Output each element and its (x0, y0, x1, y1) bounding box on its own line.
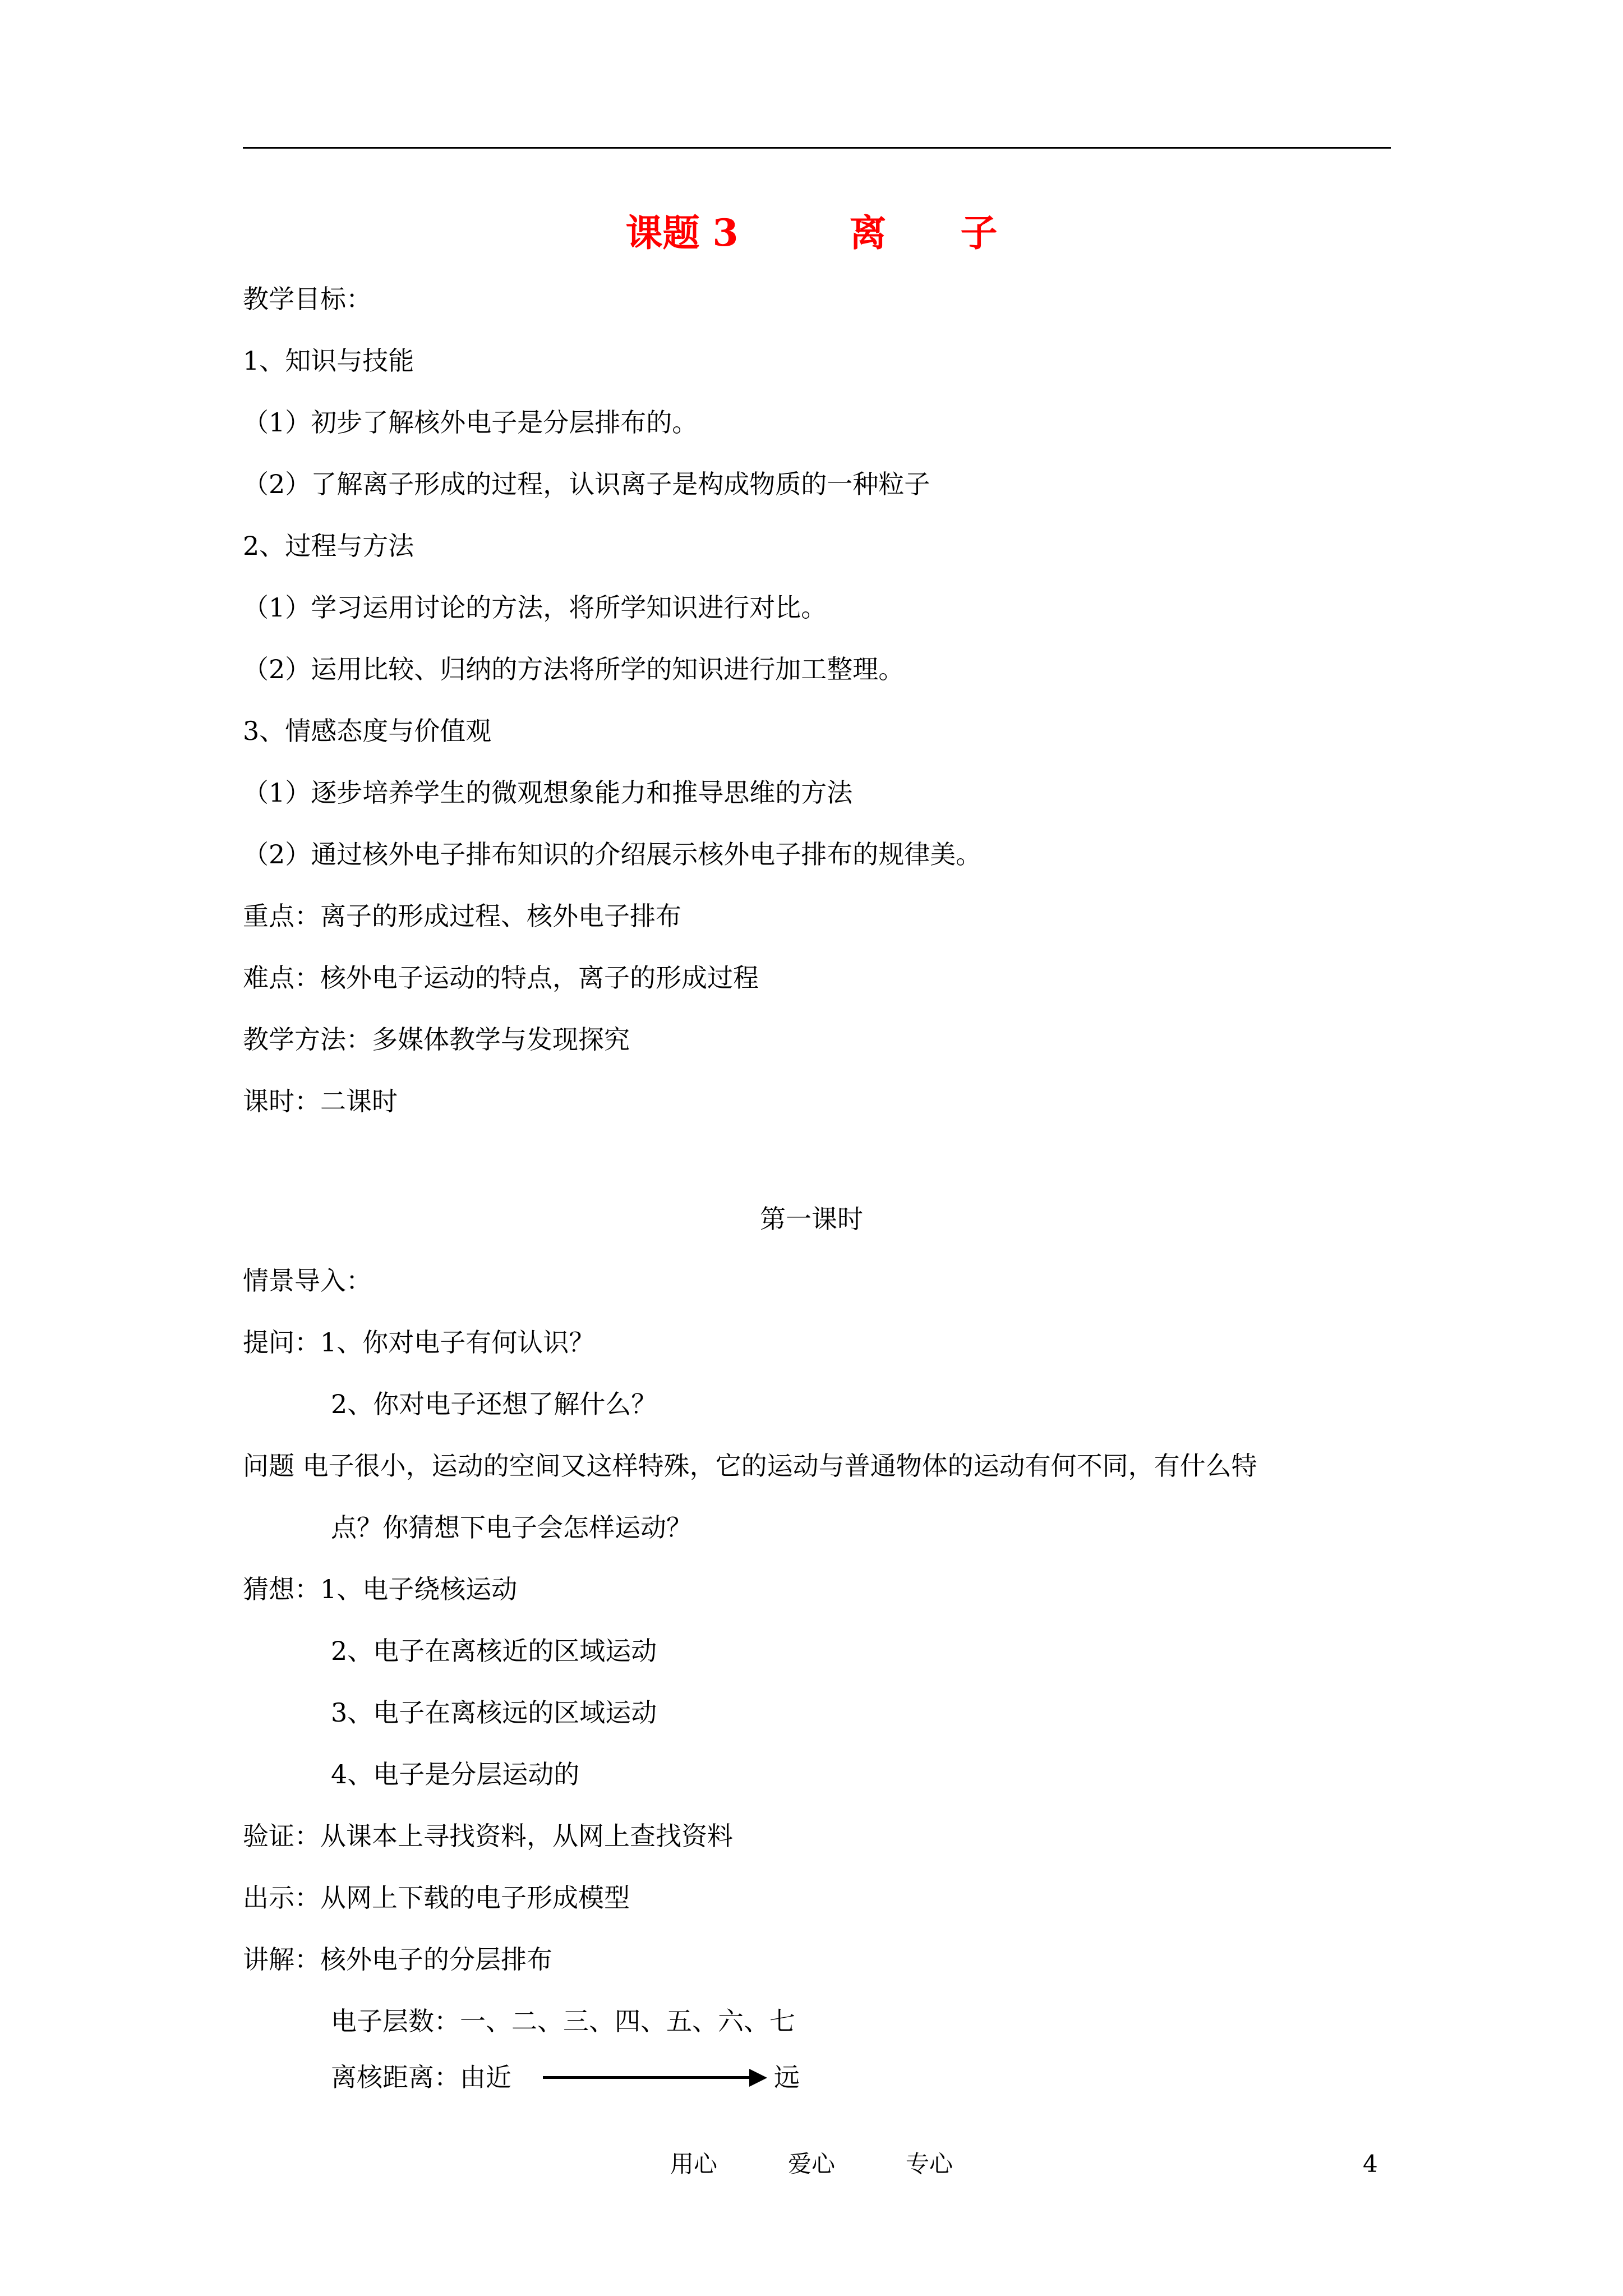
question-2: 2、你对电子还想了解什么？ (331, 1389, 657, 1419)
explanation: 讲解：核外电子的分层排布 (243, 1944, 552, 1975)
verification: 验证：从课本上寻找资料，从网上查找资料 (243, 1821, 733, 1851)
objective-section-2: 2、过程与方法 (243, 531, 414, 561)
section-heading: 第一课时 (760, 1204, 863, 1234)
objective-item: （2）通过核外电子排布知识的介绍展示核外电子排布的规律美。 (243, 839, 982, 869)
lesson-intro: 情景导入： (243, 1266, 372, 1296)
key-points: 重点：离子的形成过程、核外电子排布 (243, 901, 681, 931)
guess-3: 3、电子在离核远的区域运动 (331, 1697, 657, 1728)
page-title: 课题 3 离 子 (625, 211, 998, 255)
objective-section-3: 3、情感态度与价值观 (243, 716, 492, 746)
objectives-heading: 教学目标： (243, 284, 372, 314)
objective-item: （2）了解离子形成的过程，认识离子是构成物质的一种粒子 (243, 469, 930, 499)
distance-label: 离核距离：由近 (331, 2062, 511, 2092)
objective-section-1: 1、知识与技能 (243, 346, 414, 376)
page-number: 4 (1363, 2150, 1378, 2178)
guess-2: 2、电子在离核近的区域运动 (331, 1636, 657, 1666)
question-1: 提问：1、你对电子有何认识？ (243, 1327, 595, 1358)
teaching-method: 教学方法：多媒体教学与发现探究 (243, 1024, 630, 1055)
objective-item: （1）初步了解核外电子是分层排布的。 (243, 407, 698, 438)
distance-far: 远 (774, 2062, 800, 2092)
header-rule (243, 147, 1391, 149)
objective-item: （2）运用比较、归纳的方法将所学的知识进行加工整理。 (243, 654, 905, 684)
objective-item: （1）逐步培养学生的微观想象能力和推导思维的方法 (243, 777, 853, 808)
demonstration: 出示：从网上下载的电子形成模型 (243, 1883, 630, 1913)
right-arrow-icon (543, 2069, 767, 2086)
problem-text: 问题 电子很小，运动的空间又这样特殊，它的运动与普通物体的运动有何不同，有什么特 (243, 1451, 1257, 1481)
guess-1: 猜想：1、电子绕核运动 (243, 1574, 518, 1604)
class-hours: 课时：二课时 (243, 1086, 398, 1116)
guess-4: 4、电子是分层运动的 (331, 1759, 580, 1789)
objective-item: （1）学习运用讨论的方法，将所学知识进行对比。 (243, 592, 827, 623)
difficult-points: 难点：核外电子运动的特点，离子的形成过程 (243, 963, 759, 993)
footer-motto: 用心 爱心 专心 (670, 2150, 953, 2178)
problem-text-continued: 点？你猜想下电子会怎样运动？ (331, 1512, 692, 1543)
electron-shells: 电子层数：一、二、三、四、五、六、七 (331, 2006, 795, 2036)
